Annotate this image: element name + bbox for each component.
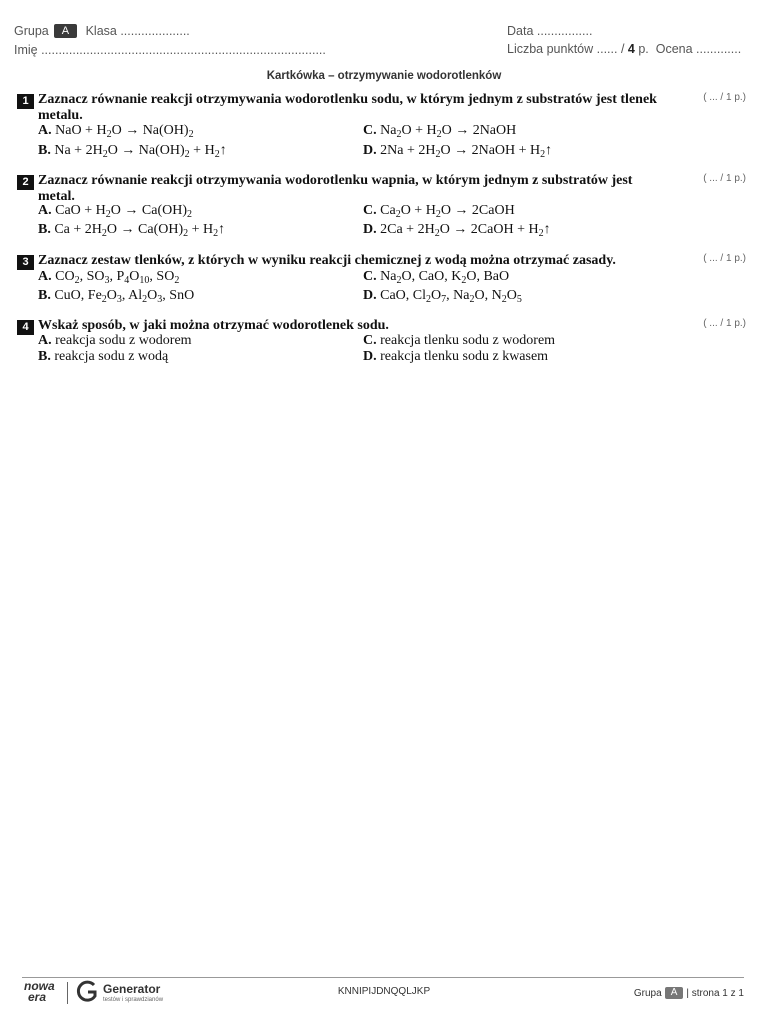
option-a[interactable]: A. reakcja sodu z wodorem [38,333,192,348]
task-number: 4 [17,320,34,335]
task-question: Wskaż sposób, w jaki można otrzymać wodorotlenek sodu. [38,318,389,333]
nowa-era-logo: nowa era [24,979,55,1004]
grade-label: Ocena ............. [655,42,742,56]
document-code: KNNIPIJDNQQLJKP [337,986,431,997]
task-points: ( ... / 1 p.) [703,318,746,329]
generator-subtitle: testów i sprawdzianów [103,997,164,1003]
generator-title: Generator [103,982,161,996]
option-a[interactable]: A. CaO + $H_2O \to Ca(OH)_2$ [38,203,193,220]
footer-divider [22,977,744,978]
group-field [14,24,190,38]
task-number: 3 [17,255,34,270]
page-title: Kartkówka – otrzymywanie wodorotlenków [266,70,502,82]
points-max: 4 [627,42,635,56]
task-points: ( ... / 1 p.) [703,253,746,264]
date-label: Data ................ [507,24,593,38]
task-question: Zaznacz zestaw tlenków, z których w wyniku reakcji chemicznej z wodą można otrzymać zasady. [38,253,616,268]
task-number: 1 [17,94,34,109]
task-number: 2 [17,175,34,190]
option-d[interactable]: D. $2Na + 2H_2O$ → 2NaOH + $H_2↑$ [363,143,553,160]
option-c[interactable]: C. $Ca_2O + H_2O$ → 2CaOH [363,203,515,220]
task-question: Zaznacz równanie reakcji otrzymywania wodorotlenku wapnia, w którym jednym z substratów jest metal. [38,173,633,204]
group-badge: A [54,24,77,38]
option-b[interactable]: B. $Ca + 2H_2O \to Ca(OH)_2$ + $H_2↑$ [38,222,226,239]
option-a[interactable]: A. NaO + $H_2O \to Na(OH)_2$ [38,123,194,140]
option-c[interactable]: C. reakcja tlenku sodu z wodorem [363,333,556,348]
option-d[interactable]: D. $2Ca + 2H_2O$ → 2CaOH + $H_2↑$ [363,222,551,239]
group-label: Grupa [14,24,49,38]
task-points: ( ... / 1 p.) [703,173,746,184]
option-a[interactable]: A. $CO_2$, $SO_3$, $P_4O_{10}$, $SO_2$ [38,269,180,286]
footer-group-badge: A [665,987,684,999]
points-label: Liczba punktów ...... / [507,42,625,56]
option-d[interactable]: D. CaO, $Cl_2O_7$, $Na_2O$, $N_2O_5$ [363,288,522,305]
option-b[interactable]: B. reakcja sodu z wodą [38,349,169,364]
option-c[interactable]: C. $Na_2O$, CaO, $K_2O$, BaO [363,269,510,286]
task-points: ( ... / 1 p.) [703,92,746,103]
option-c[interactable]: C. $Na_2O + H_2O$ → 2NaOH [363,123,517,140]
option-b[interactable]: B. $Na + 2H_2O \to Na(OH)_2$ + $H_2↑$ [38,143,227,160]
task-question: Zaznacz równanie reakcji otrzymywania wodorotlenku sodu, w którym jednym z substratów jest tlenek metalu. [38,92,657,123]
option-b[interactable]: B. CuO, $Fe_2O_3$, $Al_2O_3$, SnO [38,288,195,305]
class-label: Klasa .................... [85,24,190,38]
points-field [507,42,741,56]
option-d[interactable]: D. reakcja tlenku sodu z kwasem [363,349,549,364]
name-label: Imię .................................................................................. [14,43,326,57]
points-suffix: p. [638,42,649,56]
footer-page-info: Grupa A | strona 1 z 1 [633,987,744,999]
